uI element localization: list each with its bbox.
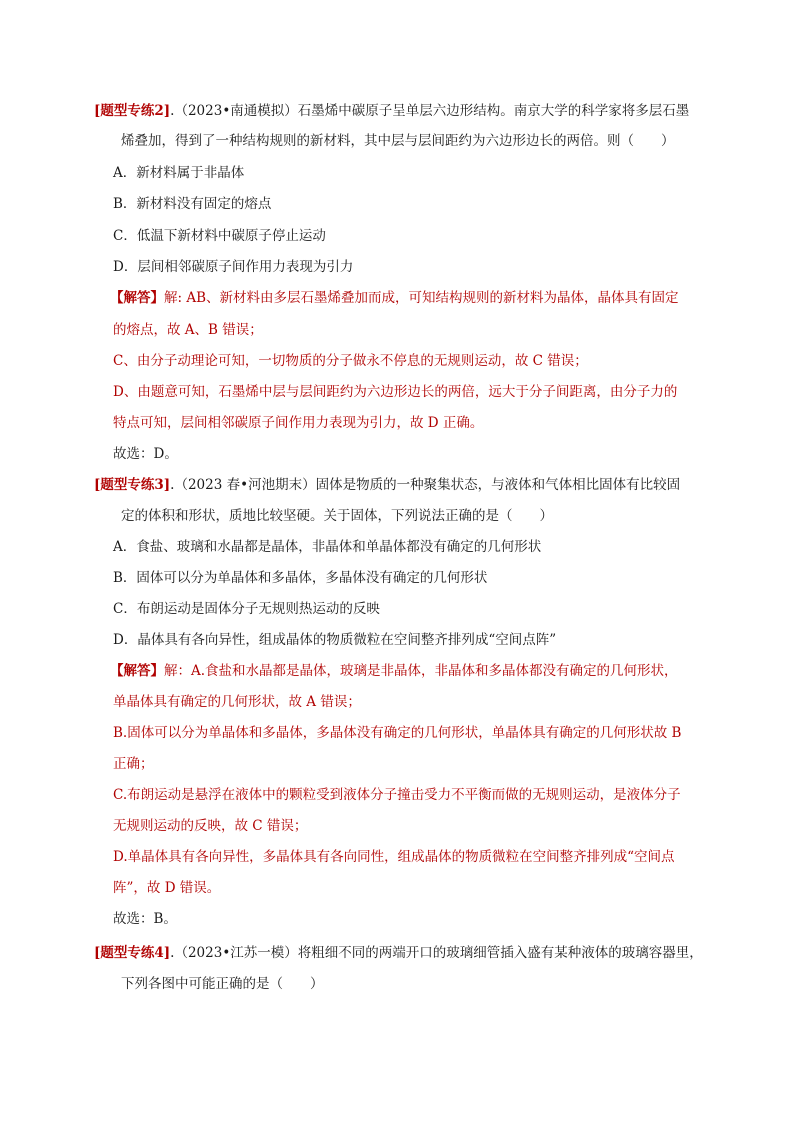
question-2-answer-line-2: 的熔点，故 A、B 错误； — [113, 322, 263, 338]
question-3-option-c: C．布朗运动是固体分子无规则热运动的反映 — [113, 601, 380, 617]
question-4-tag: [题型专练4] — [94, 945, 171, 961]
question-2-intro: .（2023•南通模拟）石墨烯中碳原子呈单层六边形结构。南京大学的科学家将多层石墨 — [170, 103, 690, 119]
question-2-answer-line-1 — [110, 288, 679, 308]
question-3-header — [94, 475, 680, 495]
question-4-intro-line2: 下列各图中可能正确的是（ ） — [121, 976, 324, 992]
question-2-answer-text-1: 解: AB、新材料由多层石墨烯叠加而成，可知结构规则的新材料为晶体，晶体具有固定 — [164, 290, 679, 306]
question-3-answer-text-7: D.单晶体具有各向异性，多晶体具有各向同性，组成晶体的物质微粒在空间整齐排列成 — [113, 849, 628, 865]
question-2-answer-tag: 【解答】 — [110, 290, 164, 306]
question-2-option-d: D．层间相邻碳原子间作用力表现为引力 — [113, 259, 354, 275]
question-3-answer-quote: “空间点 — [627, 849, 675, 865]
question-2-tag: [题型专练2] — [94, 103, 171, 119]
question-3-answer-line-2: 单晶体具有确定的几何形状，故 A 错误； — [113, 694, 361, 710]
question-2-answer-line-4: D、由题意可知，石墨烯中层与层间距约为六边形边长的两倍，远大于分子间距离，由分子力的 — [113, 384, 678, 400]
question-3-intro-line2: 定的体积和形状，质地比较坚硬。关于固体，下列说法正确的是（ ） — [121, 508, 553, 524]
question-2-option-b: B．新材料没有固定的熔点 — [113, 196, 272, 212]
question-3-answer-line-5: C.布朗运动是悬浮在液体中的颗粒受到液体分子撞击受力不平衡而做的无规则运动，是液体分子 — [113, 787, 681, 803]
question-3-answer-choice: 故选：B。 — [113, 911, 177, 927]
question-2-option-c: C．低温下新材料中碳原子停止运动 — [113, 228, 326, 244]
question-3-answer-line-7 — [113, 847, 675, 867]
question-4-intro: .（2023•江苏一模）将粗细不同的两端开口的玻璃细管插入盛有某种液体的玻璃容器里， — [170, 945, 703, 961]
question-3-answer-line-3: B.固体可以分为单晶体和多晶体，多晶体没有确定的几何形状，单晶体具有确定的几何形状故 B — [113, 725, 682, 741]
question-4-header — [94, 943, 703, 963]
question-3-answer-line-6: 无规则运动的反映，故 C 错误； — [113, 818, 308, 834]
question-3-option-a: A．食盐、玻璃和水晶都是晶体，非晶体和单晶体都没有确定的几何形状 — [113, 539, 542, 555]
question-2-intro-line2: 烯叠加，得到了一种结构规则的新材料，其中层与层间距约为六边形边长的两倍。则（ ） — [121, 133, 675, 149]
question-3-tag: [题型专练3] — [94, 477, 171, 493]
question-2-option-a: A．新材料属于非晶体 — [113, 165, 245, 181]
question-3-option-d: D．晶体具有各向异性，组成晶体的物质微粒在空间整齐排列成“空间点阵” — [113, 632, 557, 648]
question-3-answer-line-8: 阵”，故 D 错误。 — [113, 880, 221, 896]
question-3-option-b: B．固体可以分为单晶体和多晶体，多晶体没有确定的几何形状 — [113, 570, 488, 586]
question-2-answer-line-3: C、由分子动理论可知，一切物质的分子做永不停息的无规则运动，故 C 错误； — [113, 353, 588, 369]
question-3-answer-line-1 — [110, 661, 678, 681]
question-2-answer-choice: 故选：D。 — [113, 446, 178, 462]
question-2-answer-line-5: 特点可知，层间相邻碳原子间作用力表现为引力，故 D 正确。 — [113, 415, 484, 431]
question-3-answer-tag: 【解答】 — [110, 663, 164, 679]
question-3-answer-line-4: 正确； — [113, 756, 154, 772]
question-3-answer-text-1: 解：A.食盐和水晶都是晶体，玻璃是非晶体，非晶体和多晶体都没有确定的几何形状， — [164, 663, 678, 679]
question-2-header — [94, 101, 689, 121]
question-3-intro: .（2023 春•河池期末）固体是物质的一种聚集状态，与液体和气体相比固体有比较固 — [170, 477, 681, 493]
